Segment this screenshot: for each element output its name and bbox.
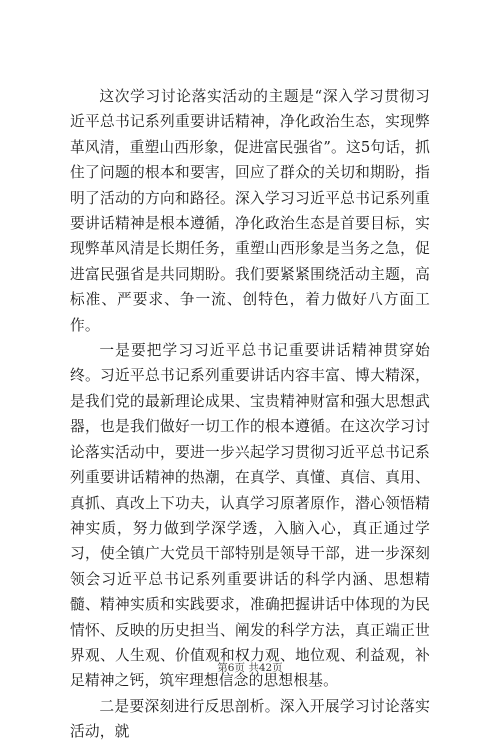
page-footer: 第6页 共42页: [217, 662, 283, 674]
paragraph-1: 这次学习讨论落实活动的主题是“深入学习贯彻习近平总书记系列重要讲话精神，净化政治生态，实现弊革风清，重塑山西形象，促进富民强省”。这5句话，抓住了问题的根本和要害，回应了群众的关切和期盼，指明了活动的方向和路径。深入学习习近平总书记系列重要讲话精神是根本遵循，净化政治生态是首要目标，实现弊革风清是长期任务，重塑山西形象是当务之急，促进富民强省是共同期盼。我们要紧紧围绕活动主题，高标准、严要求、争一流、创特色，着力做好八方面工作。: [70, 88, 430, 334]
paragraph-3: 二是要深刻进行反思剖析。深入开展学习讨论落实活动，就: [70, 697, 430, 741]
document-body: [70, 84, 430, 745]
paragraph-2: 一是要把学习习近平总书记重要讲话精神贯穿始终。习近平总书记系列重要讲话内容丰富、博大精深，是我们党的最新理论成果、宝贵精神财富和强大思想武器，也是我们做好一切工作的根本遵循。在这次学习讨论落实活动中，要进一步兴起学习贯彻习近平总书记系列重要讲话精神的热潮，在真学、真懂、真信、真用、真抓、真改上下功夫，认真学习原著原作，潜心领悟精神实质，努力做到学深学透，入脑入心，真正通过学习，使全镇广大党员干部特别是领导干部，进一步深刻领会习近平总书记系列重要讲话的科学内涵、思想精髓、精神实质和实践要求，准确把握讲话中体现的为民情怀、反映的历史担当、阐发的科学方法，真正端正世界观、人生观、价值观和权力观、地位观、利益观，补足精神之钙，筑牢理想信念的思想根基。: [70, 342, 430, 690]
